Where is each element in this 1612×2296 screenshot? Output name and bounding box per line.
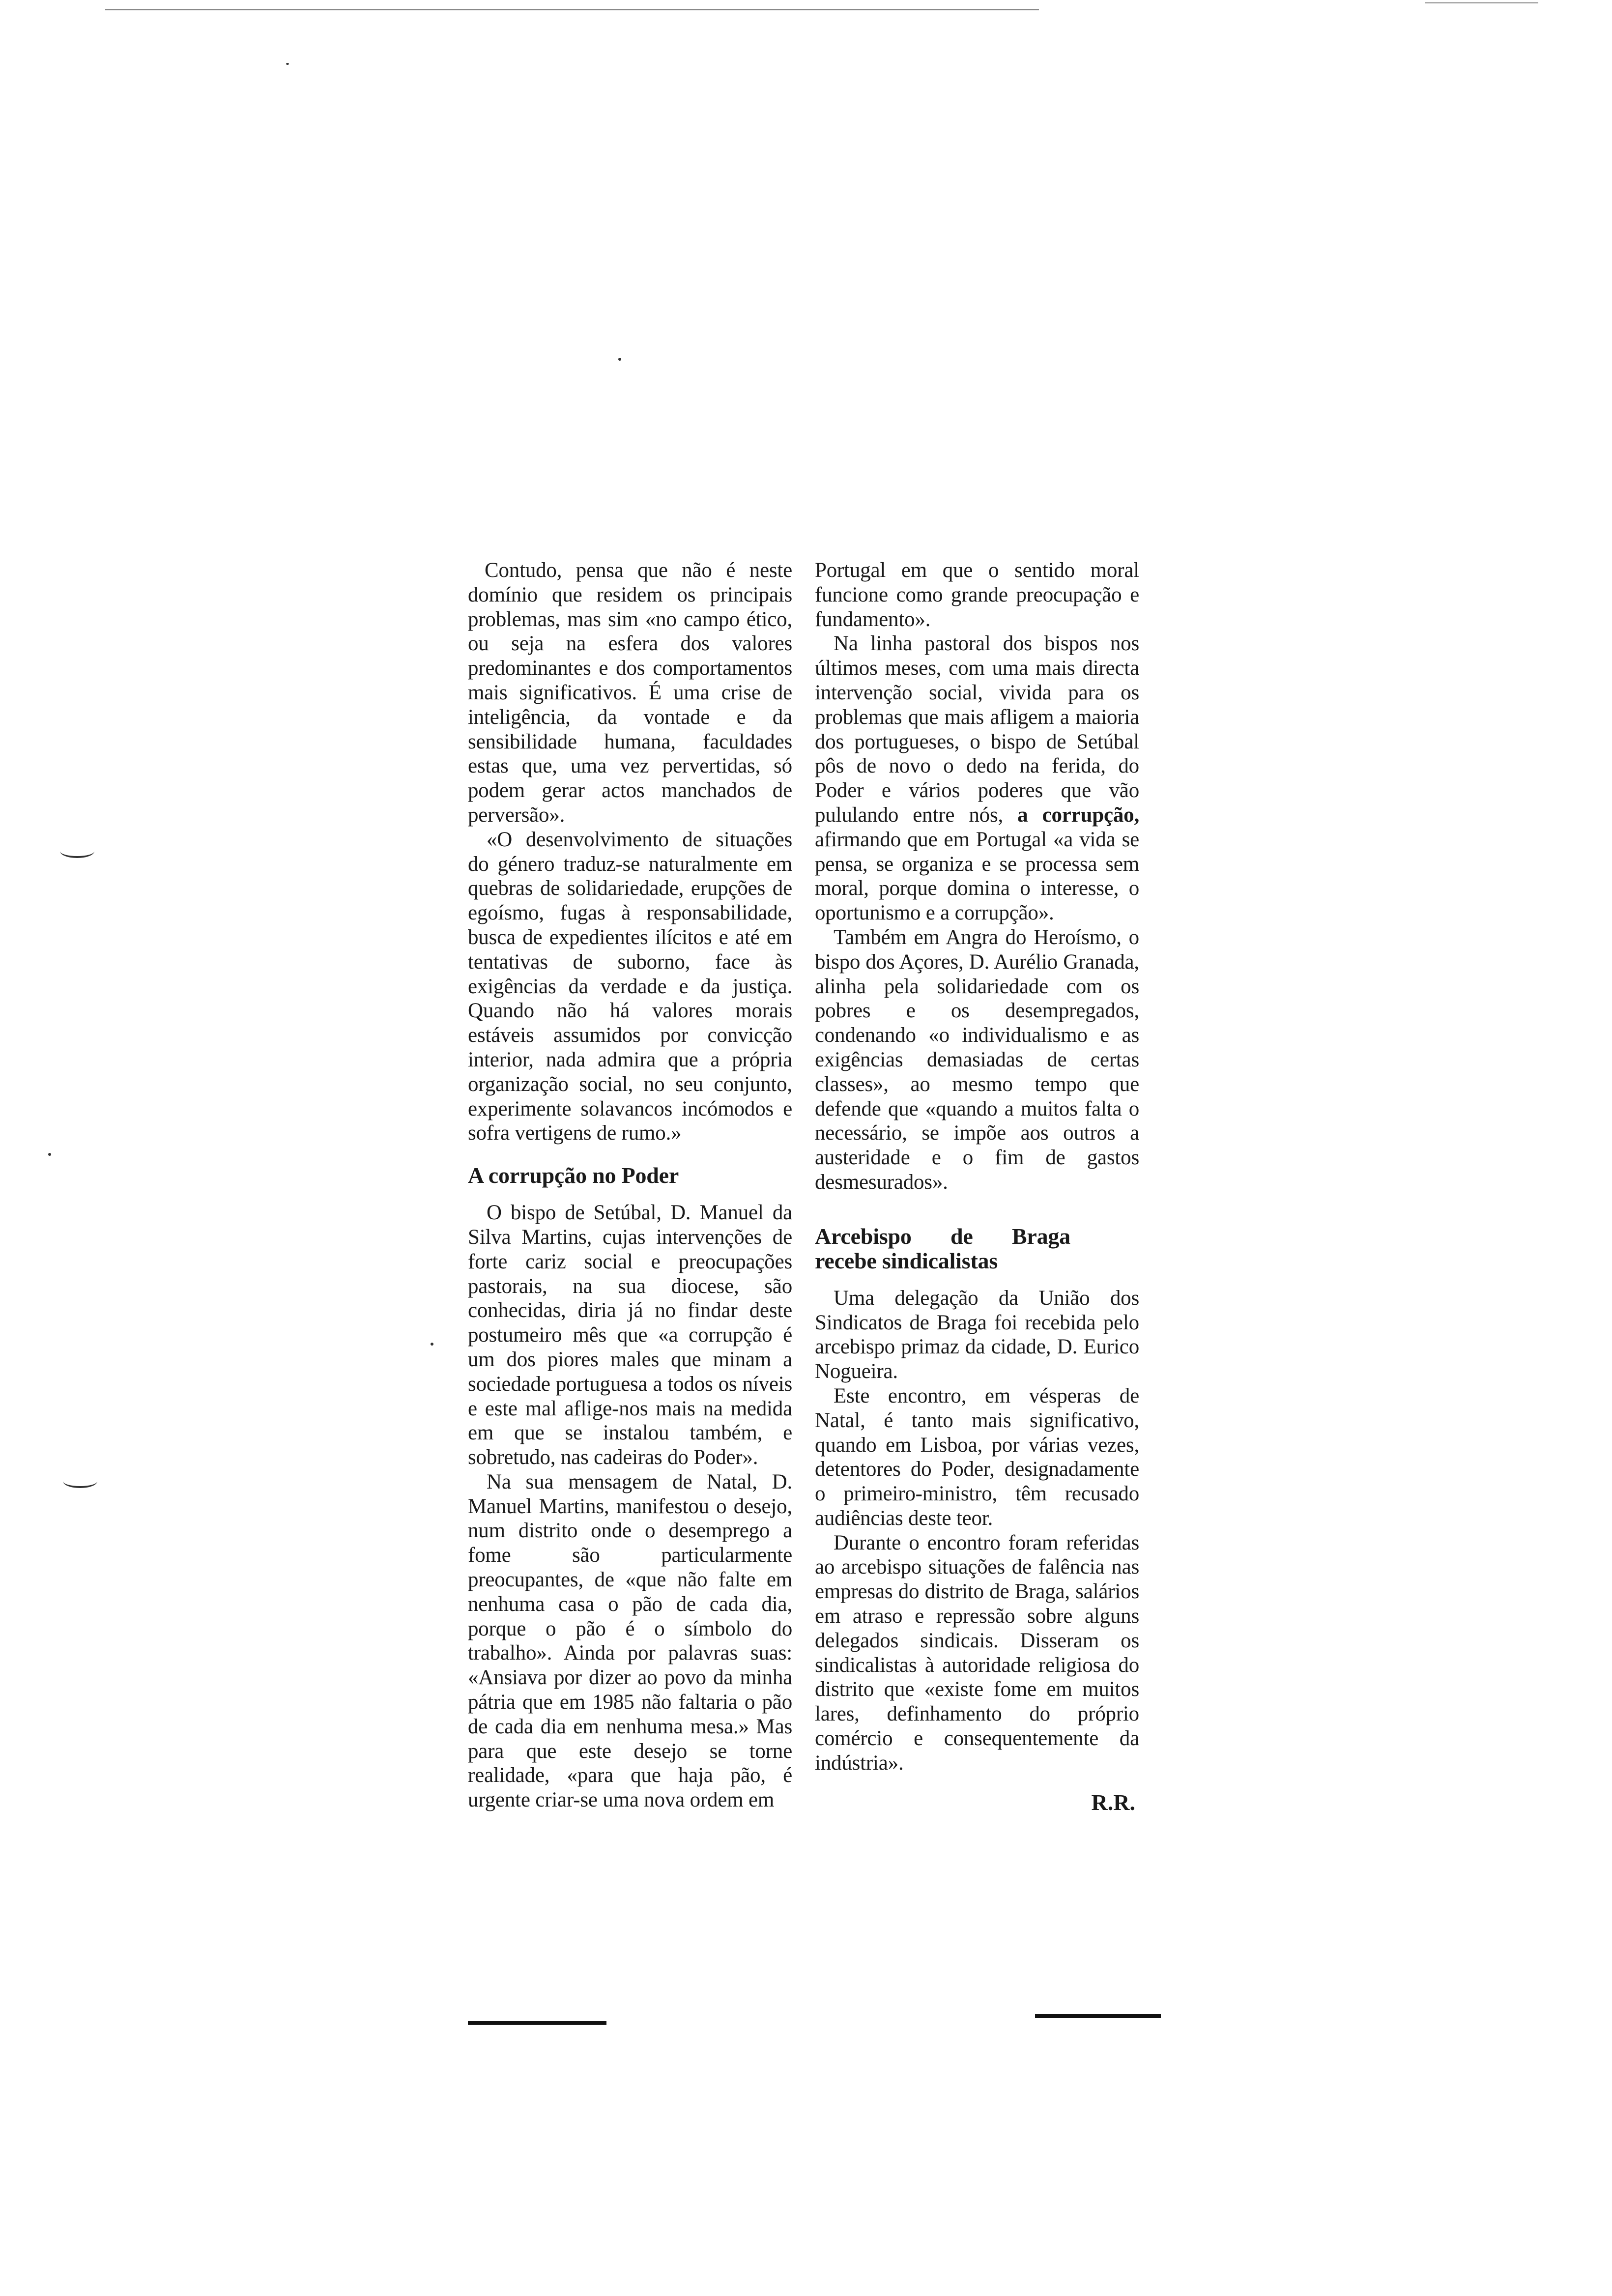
column-end-rule-left [468,2021,606,2025]
paragraph: Durante o encontro foram referidas ao arcebispo situações de falência nas empresas do distrito de Braga, salários em atraso e repressão sobre alguns delegados sindicais. Disseram os sindicalistas à autoridade religiosa do distrito que «existe fome em muitos lares, definhamento do próprio comércio e consequentemente da indústria». [815,1531,1139,1775]
paragraph: O bispo de Setúbal, D. Manuel da Silva Martins, cujas intervenções de forte cariz social e preocupações pastorais, na sua diocese, são conhecidas, diria já no findar deste postumeiro mês que «a corrupção é um dos piores males que minam a sociedade portuguesa a todos os níveis e este mal aflige-nos mais na medida em que se instalou também, e sobretudo, nas cadeiras do Poder». [468,1201,792,1469]
scan-mark [60,844,94,858]
paragraph: Também em Angra do Heroísmo, o bispo dos Açores, D. Aurélio Granada, alinha pela solidariedade com os pobres e os desempregados, condenando «o individualismo e as exigências demasiadas de certas classes», ao mesmo tempo que defende que «quando a muitos falta o necessário, se impõe aos outros a austeridade e o fim de gastos desmesurados». [815,925,1139,1194]
paragraph: Portugal em que o sentido moral funcione como grande preocupação e fundamento». [815,559,1139,631]
paragraph-text: Na linha pastoral dos bispos nos últimos meses, com uma mais directa intervenção social, vivida para os problemas que mais afligem a maioria dos portugueses, o bispo de Setúbal pôs de novo o dedo na ferida, do Poder e vários poderes que vão pululando entre nós, [815,632,1139,827]
article-column-left [468,558,792,1812]
top-rule [105,9,1039,10]
paragraph: «O desenvolvimento de situações do género traduz-se naturalmente em quebras de solidariedade, erupções de egoísmo, fugas à responsabilidade, busca de expedientes ilícitos e até em tentativas de suborno, face às exigências da verdade e da justiça. Quando não há valores morais estáveis assumidos por convicção interior, nada admira que a própria organização social, no seu conjunto, experimente solavancos incómodos e sofra vertigens de rumo.» [468,828,792,1145]
paragraph: Contudo, pensa que não é neste domínio que residem os principais problemas, mas sim «no campo ético, ou seja na esfera dos valores predominantes e dos comportamentos mais significativos. É uma crise de inteligência, da vontade e da sensibilidade humana, faculdades estas que, uma vez pervertidas, só podem gerar actos manchados de perversão». [468,559,792,827]
article-column-right [815,558,1139,1815]
scan-speck [431,1343,433,1346]
author-signature: R.R. [1091,1789,1135,1815]
top-right-rule [1425,2,1538,3]
bold-phrase: a corrupção, [1017,803,1139,827]
paragraph: Na sua mensagem de Natal, D. Manuel Martins, manifestou o desejo, num distrito onde o desemprego a fome são particularmente preocupantes, de «que não falte em nenhuma casa o pão de cada dia, porque o pão é o símbolo do trabalho». Ainda por palavras suas: «Ansiava por dizer ao povo da minha pátria que em 1985 não faltaria o pão de cada dia em nenhuma mesa.» Mas para que este desejo se torne realidade, «para que haja pão, é urgente criar-se uma nova ordem em [468,1470,792,1812]
scan-speck [286,63,289,65]
scan-speck [618,358,621,361]
scan-speck [48,1153,51,1156]
paragraph-text: afirmando que em Portugal «a vida se pensa, se organiza e se processa sem moral, porque domina o interesse, o oportunismo e a corrupção». [815,828,1139,925]
paragraph: Uma delegação da União dos Sindicatos de Braga foi recebida pelo arcebispo primaz da cidade, D. Eurico Nogueira. [815,1286,1139,1383]
paragraph: Este encontro, em vésperas de Natal, é tanto mais significativo, quando em Lisboa, por várias vezes, detentores do Poder, designadamente o primeiro-ministro, têm recusado audiências deste teor. [815,1384,1139,1530]
column-end-rule-right [1035,2014,1161,2018]
section-heading: Arcebispo de Braga recebe sindicalistas [815,1223,1070,1273]
scan-mark [63,1474,97,1488]
paragraph [815,631,1139,925]
section-heading: A corrupção no Poder [468,1163,679,1188]
